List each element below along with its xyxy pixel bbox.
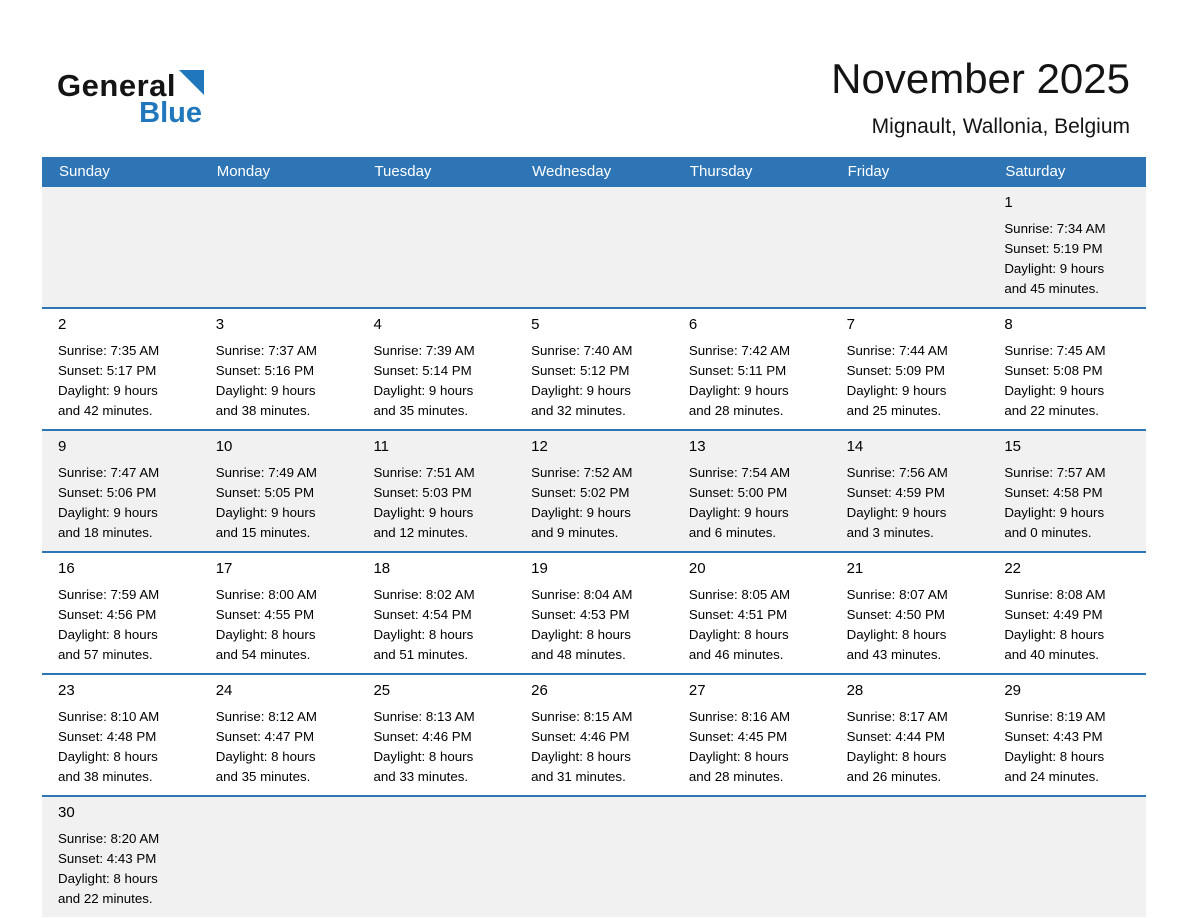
day-info-line: Daylight: 8 hours: [531, 627, 631, 642]
day-info-line: Sunrise: 8:05 AM: [688, 587, 791, 602]
weekday-header-thursday: Thursday: [689, 163, 753, 180]
day-number: 1: [1004, 194, 1013, 211]
day-number: 24: [215, 682, 233, 699]
day-number: 8: [1004, 316, 1013, 333]
day-info-line: Sunset: 5:17 PM: [58, 363, 157, 378]
day-number: 18: [373, 560, 391, 577]
day-info-line: Sunset: 4:43 PM: [58, 851, 157, 866]
day-info-line: Sunrise: 7:56 AM: [846, 465, 948, 480]
day-info-line: Sunset: 4:45 PM: [688, 729, 788, 744]
day-info-line: and 6 minutes.: [688, 525, 777, 540]
day-info-line: Daylight: 9 hours: [531, 383, 631, 398]
day-number: 29: [1004, 682, 1021, 699]
day-info-line: and 31 minutes.: [531, 769, 626, 784]
day-info-line: Sunrise: 7:51 AM: [373, 465, 475, 480]
empty-day-cell: [831, 187, 989, 307]
day-info-line: Sunset: 4:58 PM: [1004, 485, 1103, 500]
day-info-line: Daylight: 8 hours: [215, 627, 316, 642]
day-number: 11: [373, 438, 390, 455]
day-info-line: Sunrise: 8:04 AM: [531, 587, 633, 602]
day-info-line: Sunrise: 8:12 AM: [215, 709, 317, 724]
day-info-line: Sunset: 4:48 PM: [58, 729, 157, 744]
empty-day-cell: [357, 797, 515, 917]
day-info-line: Sunrise: 8:13 AM: [373, 709, 475, 724]
day-info-line: and 46 minutes.: [688, 647, 784, 662]
day-info-line: Sunrise: 7:54 AM: [688, 465, 791, 480]
week-row: [42, 429, 1146, 551]
day-info-line: Sunrise: 8:15 AM: [531, 709, 633, 724]
day-cell: [515, 675, 673, 795]
day-info-line: Daylight: 9 hours: [846, 505, 947, 520]
day-cell: [357, 309, 515, 429]
day-info-line: and 57 minutes.: [58, 647, 153, 662]
day-cell: [673, 309, 831, 429]
day-info-line: Sunset: 4:56 PM: [58, 607, 157, 622]
day-info-line: and 33 minutes.: [373, 769, 469, 784]
week-row: [42, 551, 1146, 673]
week-row: [42, 795, 1146, 917]
day-info-line: and 38 minutes.: [215, 403, 311, 418]
day-info-line: Daylight: 8 hours: [58, 749, 158, 764]
day-info-line: Sunrise: 7:52 AM: [531, 465, 633, 480]
day-number: 3: [215, 316, 225, 333]
day-cell: [831, 431, 989, 551]
day-info-line: and 42 minutes.: [58, 403, 153, 418]
day-info-line: Sunset: 5:06 PM: [58, 485, 157, 500]
day-info-line: Sunset: 4:59 PM: [846, 485, 945, 500]
day-info-line: and 35 minutes.: [373, 403, 469, 418]
day-info-line: Sunset: 4:49 PM: [1004, 607, 1103, 622]
logo-text-blue: Blue: [139, 97, 202, 129]
page-subtitle: Mignault, Wallonia, Belgium: [871, 115, 1130, 138]
day-info-line: Sunset: 4:53 PM: [531, 607, 630, 622]
day-info-line: Sunrise: 7:45 AM: [1004, 343, 1106, 358]
day-info-line: Sunset: 5:09 PM: [846, 363, 945, 378]
day-info-line: Sunrise: 7:34 AM: [1004, 221, 1106, 236]
logo-triangle-icon: [179, 70, 204, 95]
day-cell: [515, 553, 673, 673]
day-cell: [200, 553, 358, 673]
day-info-line: Daylight: 9 hours: [688, 505, 789, 520]
weekday-header-sunday: Sunday: [59, 163, 110, 180]
day-number: 17: [215, 560, 233, 577]
empty-day-cell: [200, 187, 358, 307]
day-info-line: Sunset: 5:08 PM: [1004, 363, 1103, 378]
weekday-header-monday: Monday: [216, 163, 271, 180]
day-cell: [988, 675, 1146, 795]
day-info-line: and 26 minutes.: [846, 769, 942, 784]
day-cell: [988, 187, 1146, 307]
day-cell: [42, 431, 200, 551]
day-info-line: Sunset: 5:05 PM: [215, 485, 315, 500]
day-info-line: and 28 minutes.: [688, 403, 784, 418]
day-info-line: Daylight: 9 hours: [58, 383, 158, 398]
day-info-line: Sunset: 4:46 PM: [531, 729, 630, 744]
day-info-line: Daylight: 8 hours: [846, 627, 947, 642]
day-cell: [42, 309, 200, 429]
empty-day-cell: [673, 797, 831, 917]
day-info-line: Sunset: 5:19 PM: [1004, 241, 1103, 256]
day-cell: [42, 553, 200, 673]
empty-day-cell: [673, 187, 831, 307]
day-number: 13: [688, 438, 706, 455]
day-info-line: Sunrise: 8:17 AM: [846, 709, 948, 724]
day-info-line: Sunset: 5:03 PM: [373, 485, 472, 500]
day-info-line: Daylight: 8 hours: [373, 749, 474, 764]
day-number: 15: [1004, 438, 1021, 455]
day-number: 14: [846, 438, 864, 455]
day-cell: [673, 431, 831, 551]
day-info-line: Daylight: 9 hours: [58, 505, 158, 520]
day-info-line: Sunrise: 7:49 AM: [215, 465, 317, 480]
day-info-line: Daylight: 9 hours: [846, 383, 947, 398]
day-info-line: Daylight: 8 hours: [846, 749, 947, 764]
day-info-line: and 38 minutes.: [58, 769, 153, 784]
day-cell: [200, 431, 358, 551]
empty-day-cell: [42, 187, 200, 307]
day-number: 10: [215, 438, 233, 455]
day-cell: [831, 309, 989, 429]
week-row: [42, 673, 1146, 795]
day-info-line: and 28 minutes.: [688, 769, 784, 784]
empty-day-cell: [988, 797, 1146, 917]
day-info-line: Daylight: 9 hours: [688, 383, 789, 398]
day-info-line: Sunset: 4:44 PM: [846, 729, 945, 744]
weekday-header-saturday: Saturday: [1005, 163, 1066, 180]
weekday-header-friday: Friday: [847, 163, 890, 180]
day-info-line: Daylight: 8 hours: [58, 627, 158, 642]
day-number: 28: [846, 682, 864, 699]
day-info-line: Sunset: 4:43 PM: [1004, 729, 1103, 744]
day-info-line: and 43 minutes.: [846, 647, 942, 662]
day-number: 26: [531, 682, 548, 699]
day-info-line: Sunset: 4:46 PM: [373, 729, 472, 744]
day-info-line: Sunrise: 7:47 AM: [58, 465, 160, 480]
day-number: 19: [531, 560, 548, 577]
day-info-line: Daylight: 8 hours: [1004, 627, 1105, 642]
day-info-line: Sunset: 5:12 PM: [531, 363, 630, 378]
weekday-header-row: [42, 157, 1146, 187]
day-info-line: Daylight: 9 hours: [373, 383, 474, 398]
day-cell: [200, 675, 358, 795]
page-title: November 2025: [831, 55, 1130, 102]
week-row: [42, 307, 1146, 429]
day-info-line: and 15 minutes.: [215, 525, 311, 540]
day-cell: [357, 431, 515, 551]
day-info-line: Daylight: 8 hours: [58, 871, 158, 886]
day-info-line: Sunrise: 8:16 AM: [688, 709, 791, 724]
calendar-grid: [42, 187, 1146, 917]
day-info-line: and 22 minutes.: [1004, 403, 1099, 418]
day-number: 7: [846, 316, 855, 333]
day-number: 22: [1004, 560, 1021, 577]
day-cell: [42, 675, 200, 795]
day-info-line: and 12 minutes.: [373, 525, 469, 540]
day-info-line: Daylight: 8 hours: [688, 749, 789, 764]
day-info-line: and 51 minutes.: [373, 647, 469, 662]
day-number: 21: [846, 560, 864, 577]
calendar-table: [42, 157, 1146, 917]
day-info-line: and 40 minutes.: [1004, 647, 1099, 662]
day-info-line: and 45 minutes.: [1004, 281, 1099, 296]
general-blue-logo: [54, 70, 204, 127]
day-info-line: and 54 minutes.: [215, 647, 311, 662]
day-info-line: Daylight: 8 hours: [688, 627, 789, 642]
day-cell: [200, 309, 358, 429]
day-info-line: Sunrise: 7:42 AM: [688, 343, 791, 358]
logo-text-general: General: [57, 68, 176, 103]
day-info-line: Daylight: 8 hours: [215, 749, 316, 764]
empty-day-cell: [515, 187, 673, 307]
day-info-line: Sunset: 4:50 PM: [846, 607, 945, 622]
day-info-line: and 18 minutes.: [58, 525, 153, 540]
weekday-header-tuesday: Tuesday: [374, 163, 432, 180]
day-cell: [42, 797, 200, 917]
day-info-line: Daylight: 9 hours: [373, 505, 474, 520]
weekday-header-wednesday: Wednesday: [532, 163, 612, 180]
day-info-line: Sunset: 4:54 PM: [373, 607, 472, 622]
day-info-line: and 3 minutes.: [846, 525, 934, 540]
day-number: 5: [531, 316, 540, 333]
day-cell: [515, 309, 673, 429]
day-info-line: Sunrise: 7:57 AM: [1004, 465, 1106, 480]
day-cell: [988, 431, 1146, 551]
day-info-line: Sunset: 5:11 PM: [688, 363, 787, 378]
day-info-line: Daylight: 9 hours: [215, 383, 316, 398]
day-info-line: Sunset: 4:55 PM: [215, 607, 315, 622]
day-info-line: Sunset: 5:14 PM: [373, 363, 472, 378]
day-info-line: Sunset: 5:02 PM: [531, 485, 630, 500]
day-info-line: Daylight: 8 hours: [373, 627, 474, 642]
day-info-line: Daylight: 9 hours: [531, 505, 631, 520]
day-info-line: Sunrise: 7:44 AM: [846, 343, 948, 358]
day-info-line: Sunset: 5:00 PM: [688, 485, 788, 500]
day-cell: [357, 675, 515, 795]
day-cell: [988, 309, 1146, 429]
empty-day-cell: [831, 797, 989, 917]
day-info-line: Sunrise: 8:00 AM: [215, 587, 317, 602]
week-row: [42, 187, 1146, 307]
empty-day-cell: [515, 797, 673, 917]
day-info-line: Sunrise: 8:10 AM: [58, 709, 160, 724]
day-info-line: Daylight: 8 hours: [531, 749, 631, 764]
day-info-line: Sunrise: 8:07 AM: [846, 587, 948, 602]
day-number: 12: [531, 438, 548, 455]
day-info-line: Sunrise: 8:20 AM: [58, 831, 160, 846]
day-info-line: and 0 minutes.: [1004, 525, 1092, 540]
day-info-line: and 35 minutes.: [215, 769, 311, 784]
day-number: 9: [58, 438, 67, 455]
day-info-line: Daylight: 9 hours: [1004, 261, 1105, 276]
day-number: 27: [688, 682, 706, 699]
day-cell: [988, 553, 1146, 673]
day-info-line: Sunrise: 8:08 AM: [1004, 587, 1106, 602]
day-number: 20: [688, 560, 706, 577]
empty-day-cell: [200, 797, 358, 917]
day-number: 23: [58, 682, 75, 699]
day-info-line: and 48 minutes.: [531, 647, 626, 662]
day-info-line: Sunset: 5:16 PM: [215, 363, 315, 378]
masthead-titles: [831, 55, 1130, 139]
day-number: 6: [688, 316, 698, 333]
day-info-line: Sunrise: 7:40 AM: [531, 343, 633, 358]
day-info-line: Sunset: 4:51 PM: [688, 607, 788, 622]
day-info-line: Sunrise: 7:37 AM: [215, 343, 317, 358]
day-info-line: Sunset: 4:47 PM: [215, 729, 315, 744]
day-cell: [831, 675, 989, 795]
day-info-line: and 25 minutes.: [846, 403, 942, 418]
day-cell: [831, 553, 989, 673]
day-info-line: Daylight: 9 hours: [1004, 505, 1105, 520]
day-info-line: Daylight: 8 hours: [1004, 749, 1105, 764]
day-number: 2: [58, 316, 67, 333]
day-cell: [673, 553, 831, 673]
day-info-line: Daylight: 9 hours: [215, 505, 316, 520]
day-info-line: Sunrise: 8:19 AM: [1004, 709, 1106, 724]
day-info-line: and 9 minutes.: [531, 525, 619, 540]
day-info-line: Sunrise: 7:35 AM: [58, 343, 160, 358]
day-info-line: and 24 minutes.: [1004, 769, 1099, 784]
day-cell: [673, 675, 831, 795]
day-number: 30: [58, 804, 75, 821]
day-cell: [357, 553, 515, 673]
day-number: 25: [373, 682, 391, 699]
empty-day-cell: [357, 187, 515, 307]
day-info-line: and 22 minutes.: [58, 891, 153, 906]
day-number: 16: [58, 560, 75, 577]
day-number: 4: [373, 316, 382, 333]
day-cell: [515, 431, 673, 551]
day-info-line: Daylight: 9 hours: [1004, 383, 1105, 398]
day-info-line: Sunrise: 8:02 AM: [373, 587, 475, 602]
day-info-line: and 32 minutes.: [531, 403, 626, 418]
day-info-line: Sunrise: 7:39 AM: [373, 343, 475, 358]
day-info-line: Sunrise: 7:59 AM: [58, 587, 160, 602]
